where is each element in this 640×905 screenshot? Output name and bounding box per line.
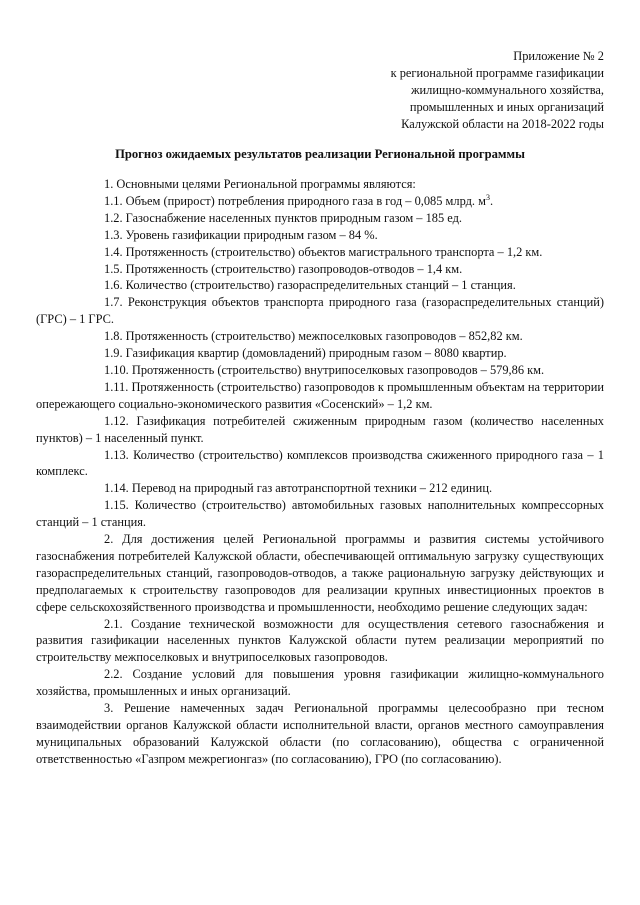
paragraph: 1.4. Протяженность (строительство) объектов магистрального транспорта – 1,2 км. bbox=[104, 244, 543, 259]
paragraph: 2.1. Создание технической возможности для осуществления сетевого газоснабжения и развития газификации населенных пунктов Калужской области путем реализации мероприятий по строительству межпоселковых и внутрипоселковых газопроводов. bbox=[36, 616, 604, 665]
paragraph: 1.5. Протяженность (строительство) газопроводов-отводов – 1,4 км. bbox=[104, 261, 463, 276]
paragraph-text: . bbox=[489, 193, 494, 208]
paragraph bbox=[36, 193, 604, 210]
paragraph: 1.9. Газификация квартир (домовладений) природным газом – 8080 квартир. bbox=[104, 346, 507, 361]
paragraph: 1.14. Перевод на природный газ автотранспортной техники – 212 единиц. bbox=[104, 481, 493, 496]
appendix-line: к региональной программе газификации bbox=[390, 66, 604, 80]
paragraph: 1.8. Протяженность (строительство) межпоселковых газопроводов – 852,82 км. bbox=[104, 329, 523, 344]
paragraph: 1.6. Количество (строительство) газораспределительных станций – 1 станция. bbox=[104, 278, 516, 293]
superscript: 3 bbox=[485, 192, 490, 202]
document-title: Прогноз ожидаемых результатов реализации Региональной программы bbox=[115, 147, 525, 161]
paragraph: 2.2. Создание условий для повышения уровня газификации жилищно-коммунального хозяйства, промышленных и иных организаций. bbox=[36, 667, 604, 699]
paragraph: 1.15. Количество (строительство) автомобильных газовых наполнительных компрессорных станций – 1 станция. bbox=[36, 498, 604, 530]
paragraph: 1. Основными целями Региональной программы являются: bbox=[104, 177, 416, 191]
appendix-line: промышленных и иных организаций bbox=[409, 100, 604, 114]
paragraph: 1.10. Протяженность (строительство) внутрипоселковых газопроводов – 579,86 км. bbox=[104, 362, 545, 377]
paragraph: 1.2. Газоснабжение населенных пунктов природным газом – 185 ед. bbox=[104, 210, 463, 225]
paragraph: 1.12. Газификация потребителей сжиженным природным газом (количество населенных пунктов) – 1 населенный пункт. bbox=[36, 413, 604, 445]
appendix-line: Калужской области на 2018-2022 годы bbox=[401, 117, 604, 131]
appendix-header bbox=[391, 48, 604, 133]
paragraph: 1.13. Количество (строительство) комплексов производства сжиженного природного газа – 1 комплекс. bbox=[36, 447, 604, 479]
paragraph: 1.11. Протяженность (строительство) газопроводов к промышленным объектам на территории опережающего социально-экономического развития «Сосенский» – 1,2 км. bbox=[36, 379, 604, 411]
paragraph: 2. Для достижения целей Региональной программы и развития системы устойчивого газоснабжения потребителей Калужской области, обеспечивающей оптимальную загрузку существующих газораспределительных станций, газопроводов-отводов, а также рациональную загрузку действующих и предполагаемых к строительству газопроводов для реализации крупных инвестиционных проектов в сфере сельскохозяйственного производства и промышленности, необходимо решение следующих задач: bbox=[36, 532, 604, 614]
paragraph: 3. Решение намеченных задач Региональной программы целесообразно при тесном взаимодействии органов Калужской области исполнительной власти, органов местного самоуправления муниципальных образований Калужской области (по согласованию), общества с ограниченной ответственностью «Газпром межрегионгаз» (по согласованию), ГРО (по согласованию). bbox=[36, 701, 604, 766]
paragraph-text: 1.1. Объем (прирост) потребления природного газа в год – 0,085 млрд. м bbox=[104, 193, 486, 208]
paragraph: 1.3. Уровень газификации природным газом – 84 %. bbox=[104, 227, 378, 242]
paragraph: 1.7. Реконструкция объектов транспорта природного газа (газораспределительных станций) (ГРС) – 1 ГРС. bbox=[36, 295, 604, 327]
document-body bbox=[36, 176, 604, 768]
appendix-line: Приложение № 2 bbox=[513, 49, 604, 63]
appendix-line: жилищно-коммунального хозяйства, bbox=[410, 83, 604, 97]
